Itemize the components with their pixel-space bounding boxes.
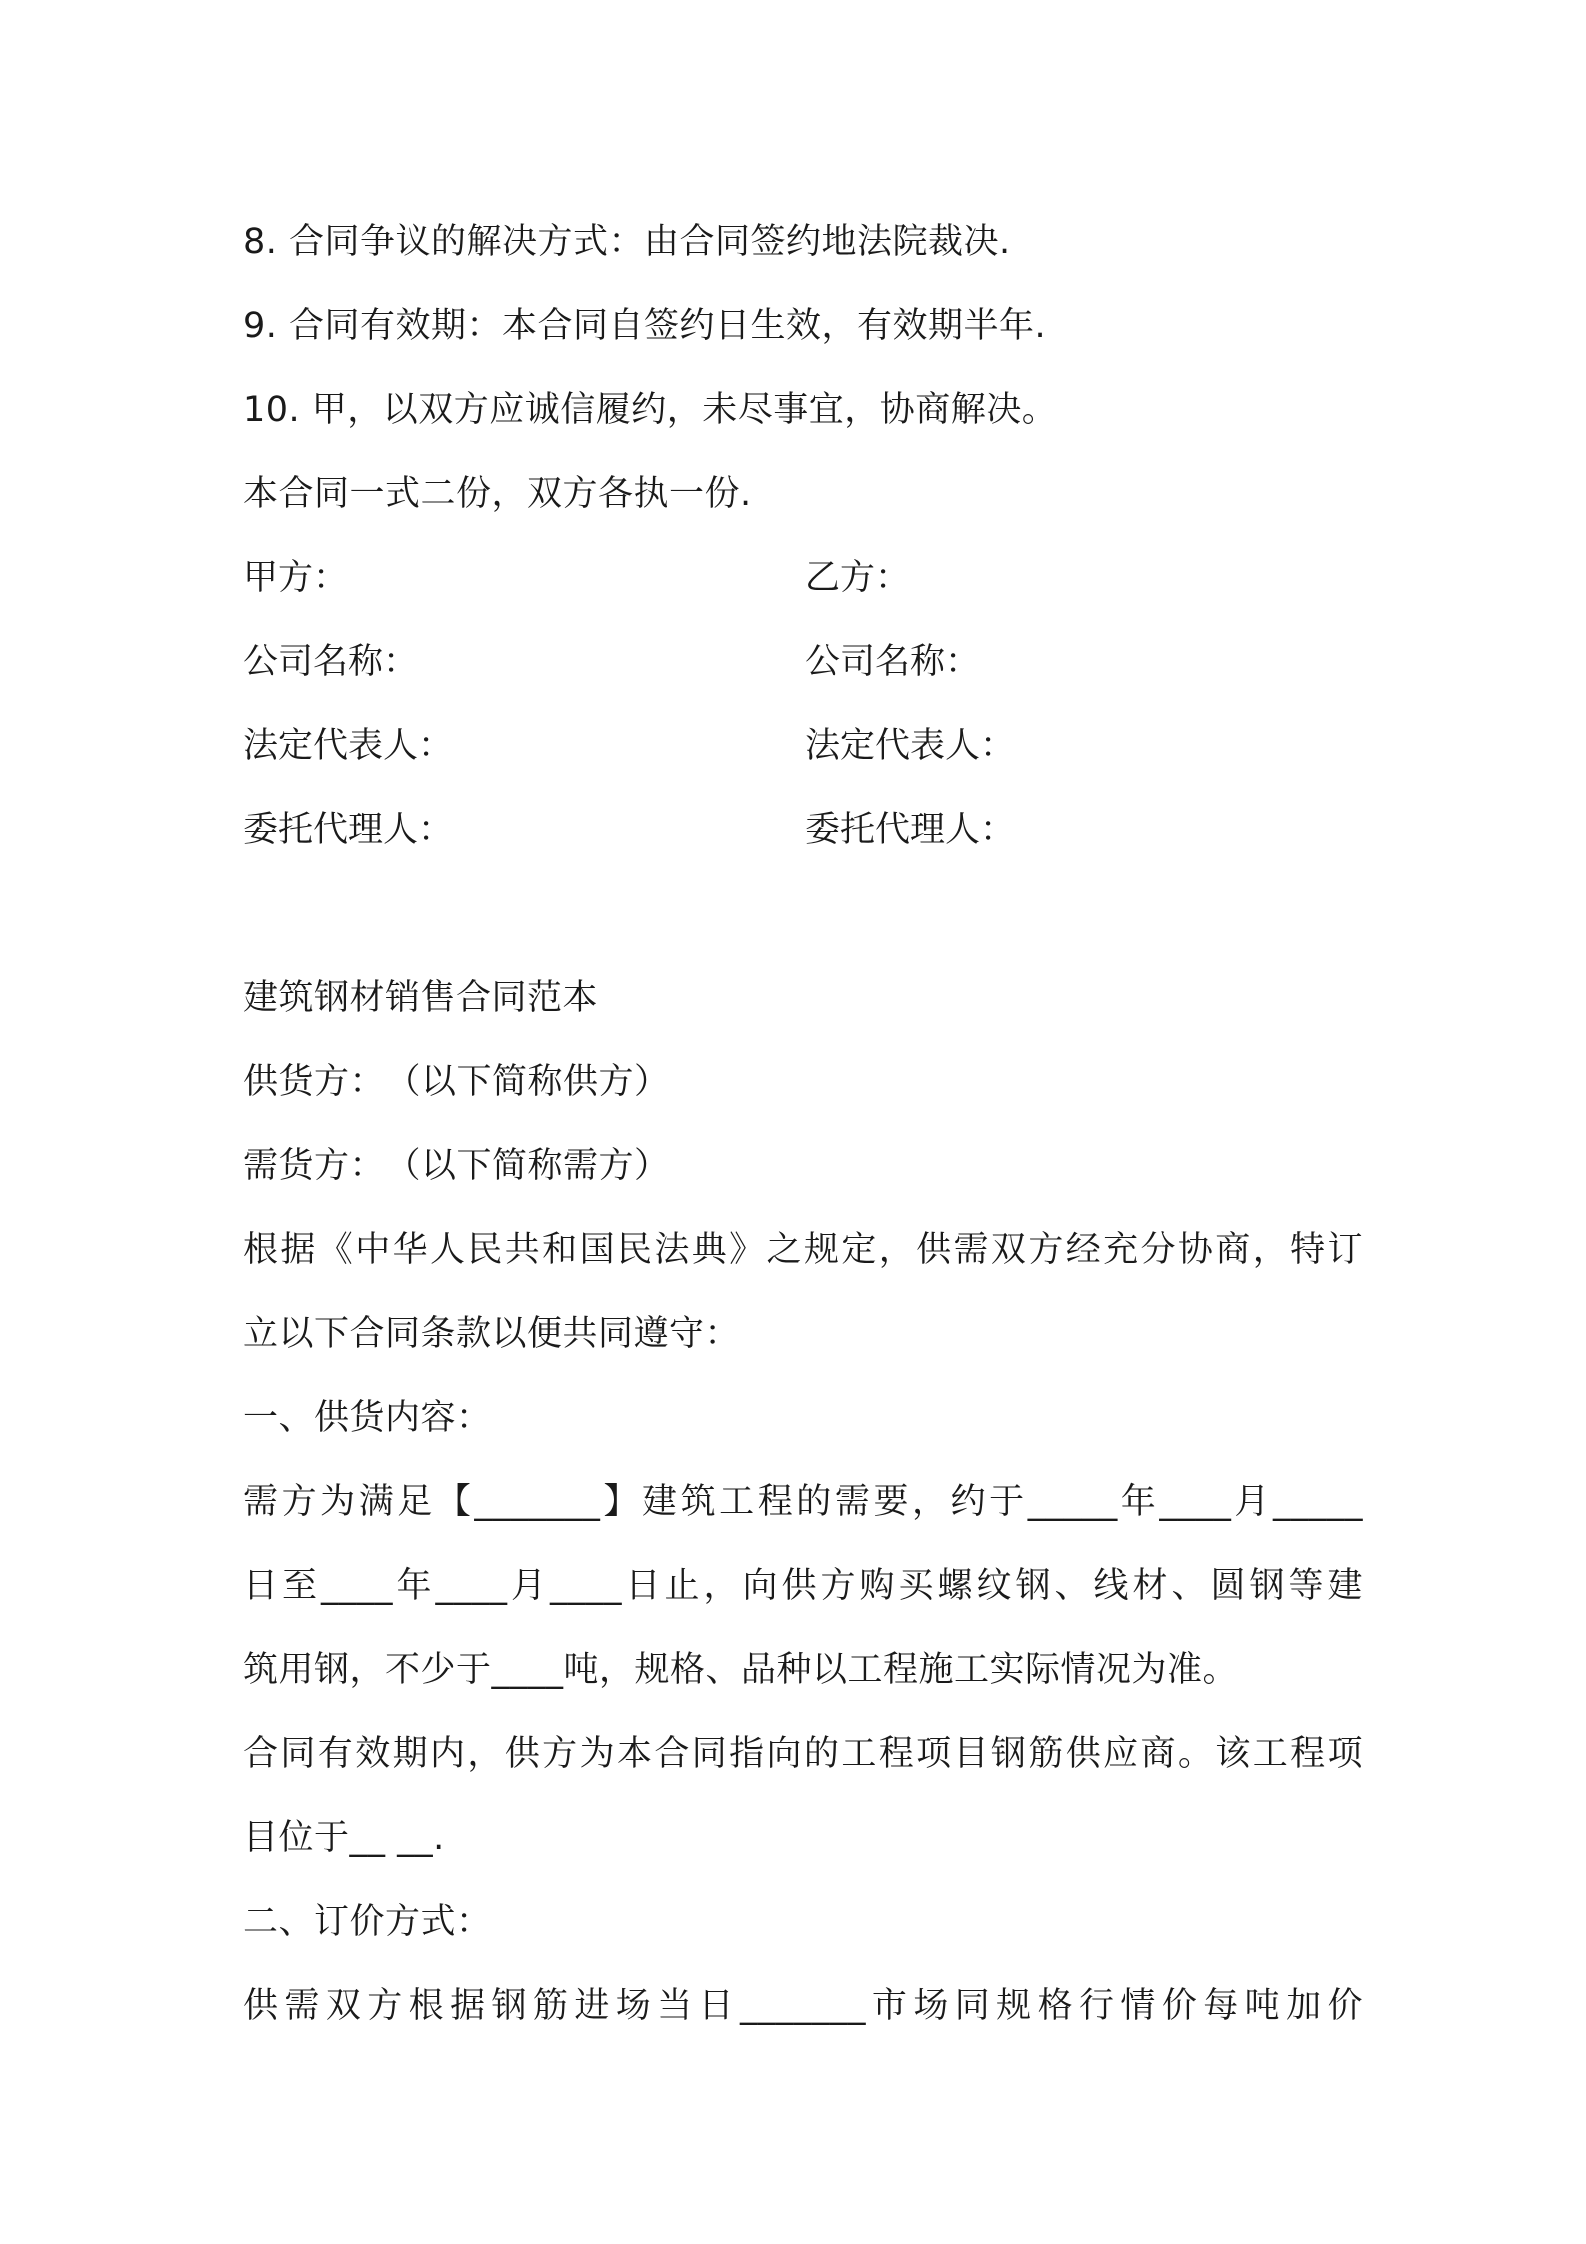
- intro-line-1: 根据《中华人民共和国民法典》之规定，供需双方经充分协商，特订: [243, 1230, 1363, 1270]
- section-1-paragraph-2-line-1: 合同有效期内，供方为本合同指向的工程项目钢筋供应商。该工程项: [243, 1734, 1363, 1774]
- section-1-paragraph-1-line-3: 筑用钢，不少于____吨，规格、品种以工程施工实际情况为准。: [243, 1650, 1239, 1690]
- agent-a-label: 委托代理人：: [243, 810, 454, 850]
- section-1-heading: 一、供货内容：: [243, 1398, 492, 1438]
- company-b-label: 公司名称：: [805, 642, 981, 682]
- buyer-line: 需货方： （以下简称需方）: [243, 1146, 670, 1186]
- party-b-label: 乙方：: [805, 558, 911, 598]
- party-a-label: 甲方：: [243, 558, 349, 598]
- supplier-line: 供货方： （以下简称供方）: [243, 1062, 670, 1102]
- clause-8: 8. 合同争议的解决方式：由合同签约地法院裁决.: [243, 222, 1011, 262]
- section-1-paragraph-2-line-2: 目位于__ __.: [243, 1818, 445, 1858]
- legal-rep-a-label: 法定代表人：: [243, 726, 454, 766]
- section-1-paragraph-1-line-1: 需方为满足【_______】建筑工程的需要，约于_____年____月_____: [243, 1482, 1363, 1522]
- company-a-label: 公司名称：: [243, 642, 419, 682]
- contract-title: 建筑钢材销售合同范本: [243, 978, 599, 1018]
- clause-10: 10. 甲，以双方应诚信履约，未尽事宜，协商解决。: [243, 390, 1058, 430]
- signature-row-agent: [243, 788, 1363, 872]
- legal-rep-b-label: 法定代表人：: [805, 726, 1016, 766]
- section-2-paragraph-1-line-1: 供需双方根据钢筋进场当日_______市场同规格行情价每吨加价: [243, 1986, 1363, 2026]
- signature-row-legal-rep: [243, 704, 1363, 788]
- section-1-paragraph-1-line-2: 日至____年____月____日止，向供方购买螺纹钢、线材、圆钢等建: [243, 1566, 1363, 1606]
- section-2-heading: 二、订价方式：: [243, 1902, 492, 1942]
- clause-9: 9. 合同有效期：本合同自签约日生效，有效期半年.: [243, 306, 1047, 346]
- section-gap: [243, 872, 1363, 956]
- intro-line-2: 立以下合同条款以便共同遵守：: [243, 1314, 741, 1354]
- signature-row-company: [243, 620, 1363, 704]
- document-body: [243, 200, 1363, 2048]
- agent-b-label: 委托代理人：: [805, 810, 1016, 850]
- copies-clause: 本合同一式二份，双方各执一份.: [243, 474, 752, 514]
- signature-row-party: [243, 536, 1363, 620]
